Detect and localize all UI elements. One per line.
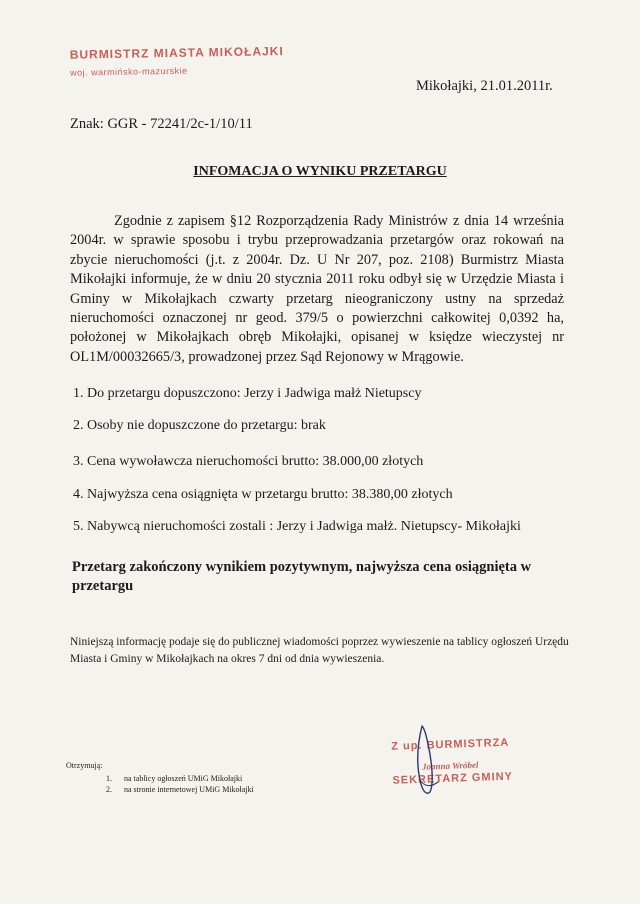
handwritten-signature xyxy=(412,722,452,802)
letterhead-line2: woj. warmińsko-mazurskie xyxy=(69,65,188,78)
list-item: 3. Cena wywoławcza nieruchomości brutto: 38.000,00 złotych xyxy=(73,454,424,469)
notice-text: Niniejszą informację podaje się do publicznej wiadomości poprzez wywieszenie na tablicy ogłoszeń Urzędu Miasta i Gminy w Mikołajkach na okres 7 dni od dnia wywieszenia. xyxy=(70,636,569,665)
letterhead-stamp xyxy=(69,44,284,91)
document-title: INFOMACJA O WYNIKU PRZETARGU xyxy=(193,164,447,179)
list-item: 4. Najwyższa cena osiągnięta w przetargu brutto: 38.380,00 złotych xyxy=(73,487,453,502)
signature-stamp-line2: Joanna Wróbel xyxy=(421,759,479,772)
recipient-row xyxy=(66,773,254,784)
place-date: Mikołajki, 21.01.2011r. xyxy=(416,78,553,94)
list-item: 5. Nabywcą nieruchomości zostali : Jerzy i Jadwiga małż. Nietupscy- Mikołajki xyxy=(73,519,521,534)
recipient-number: 2. xyxy=(106,785,112,794)
list-item: 2. Osoby nie dopuszczone do przetargu: brak xyxy=(73,418,326,433)
recipients-heading: Otrzymują: xyxy=(66,761,103,770)
signature-stamp-line1: Z up. BURMISTRZA xyxy=(391,736,510,753)
signature-stamp-line3: SEKRETARZ GMINY xyxy=(392,770,514,787)
recipient-text: na tablicy ogłoszeń UMiG Mikołajki xyxy=(124,774,243,783)
list-item: 1. Do przetargu dopuszczono: Jerzy i Jadwiga małż Nietupscy xyxy=(73,386,422,401)
body-paragraph: Zgodnie z zapisem §12 Rozporządzenia Rady Ministrów z dnia 14 września 2004r. w sprawie sposobu i trybu przeprowadzania przetargów oraz rokowań na zbycie nieruchomości (j.t. z 2004r. Dz. U Nr 207, poz. 2108) Burmistrz Miasta Mikołajki informuje, że w dniu 20 stycznia 2011 roku odbył się w Urzędzie Miasta i Gminy w Mikołajkach czwarty przetarg nieograniczony ustny na sprzedaż nieruchomości oznaczonej nr geod. 379/5 o powierzchni całkowitej 0,0392 ha, położonej w Mikołajkach obręb Mikołajki, opisanej w księdze wieczystej nr OL1M/00032665/3, prowadzonej przez Sąd Rejonowy w Mrągowie. xyxy=(70,213,564,365)
recipient-row xyxy=(66,784,254,795)
recipient-text: na stronie internetowej UMiG Mikołajki xyxy=(124,785,254,794)
conclusion-text: Przetarg zakończony wynikiem pozytywnym, najwyższa cena osiągnięta w przetargu xyxy=(72,559,532,594)
reference-number: Znak: GGR - 72241/2c-1/10/11 xyxy=(70,116,253,132)
recipients-list xyxy=(66,760,254,795)
letterhead-line1: BURMISTRZ MIASTA MIKOŁAJKI xyxy=(69,44,284,62)
recipient-number: 1. xyxy=(106,774,112,783)
